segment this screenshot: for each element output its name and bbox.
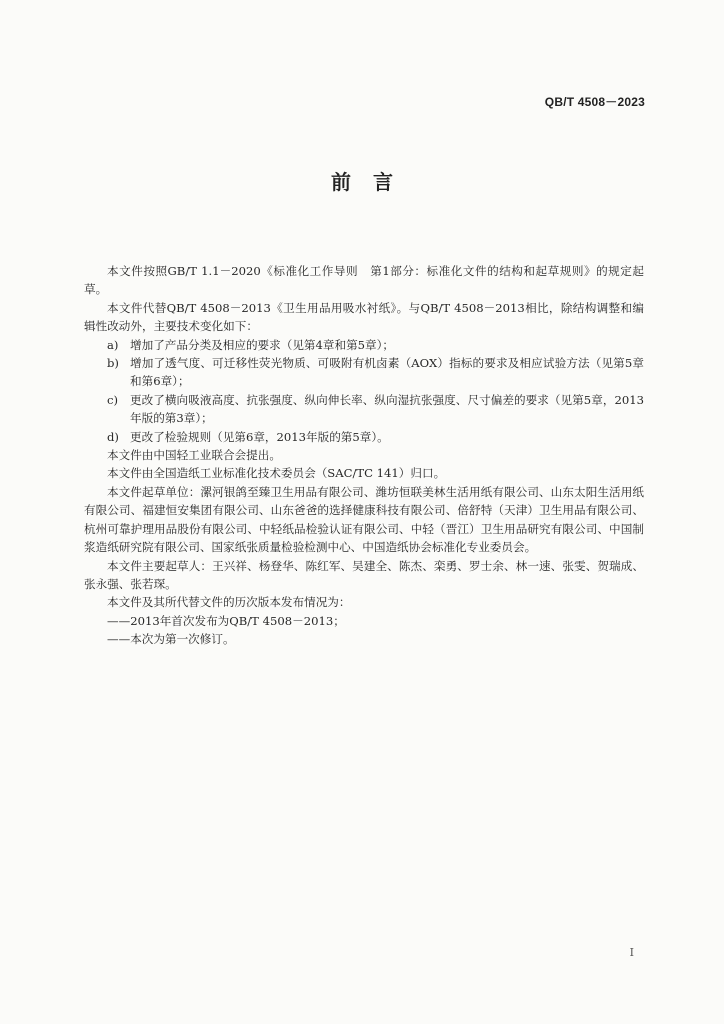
- page-number: I: [629, 946, 634, 959]
- paragraph-drafting-units: 本文件起草单位：漯河银鸽至臻卫生用品有限公司、潍坊恒联美林生活用纸有限公司、山东太阳生活用纸有限公司、福建恒安集团有限公司、山东爸爸的选择健康科技有限公司、倍舒特（天津）卫生用品有限公司、杭州可靠护理用品股份有限公司、中轻纸品检验认证有限公司、中轻（晋江）卫生用品研究有限公司、中国制浆造纸研究院有限公司、国家纸张质量检验检测中心、中国造纸协会标准化专业委员会。: [84, 484, 644, 555]
- paragraph-drafters: 本文件主要起草人：王兴祥、杨登华、陈红军、吴建全、陈杰、栾勇、罗士余、林一速、张雯、贺瑞成、张永强、张若琛。: [84, 558, 644, 591]
- foreword-body: [84, 262, 644, 649]
- list-item-label: b): [107, 356, 119, 371]
- list-item: [84, 354, 644, 391]
- list-item-label: c): [107, 392, 119, 407]
- list-item-text: 更改了横向吸液高度、抗张强度、纵向伸长率、纵向湿抗张强度、尺寸偏差的要求（见第5章，2013年版的第3章）；: [130, 392, 644, 426]
- list-item: [84, 336, 644, 354]
- paragraph-drafting-rules: 本文件按照GB/T 1.1－2020《标准化工作导则 第1部分：标准化文件的结构和起草规则》的规定起草。: [84, 264, 644, 297]
- list-item-label: d): [107, 429, 119, 444]
- paragraph-history-intro: 本文件及其所代替文件的历次版本发布情况为：: [107, 595, 351, 610]
- list-item: [84, 391, 644, 428]
- paragraph-replaces: 本文件代替QB/T 4508－2013《卫生用品用吸水衬纸》。与QB/T 4508－2013相比，除结构调整和编辑性改动外，主要技术变化如下：: [84, 300, 644, 334]
- paragraph-committee: 本文件由全国造纸工业标准化技术委员会（SAC/TC 141）归口。: [107, 466, 446, 481]
- paragraph-proposer: 本文件由中国轻工业联合会提出。: [107, 448, 281, 463]
- page-title: 前言: [331, 170, 415, 194]
- list-item: [84, 428, 644, 446]
- list-item-label: a): [107, 337, 119, 352]
- list-item-text: 增加了产品分类及相应的要求（见第4章和第5章）；: [130, 337, 395, 352]
- list-item-text: 增加了透气度、可迁移性荧光物质、可吸附有机卤素（AOX）指标的要求及相应试验方法（见第5章和第6章）；: [130, 356, 644, 389]
- list-item-text: 更改了检验规则（见第6章，2013年版的第5章）。: [130, 429, 389, 444]
- history-item: ——2013年首次发布为QB/T 4508－2013；: [107, 613, 345, 628]
- history-item: ——本次为第一次修订。: [107, 632, 235, 647]
- standard-code: QB/T 4508－2023: [544, 95, 645, 109]
